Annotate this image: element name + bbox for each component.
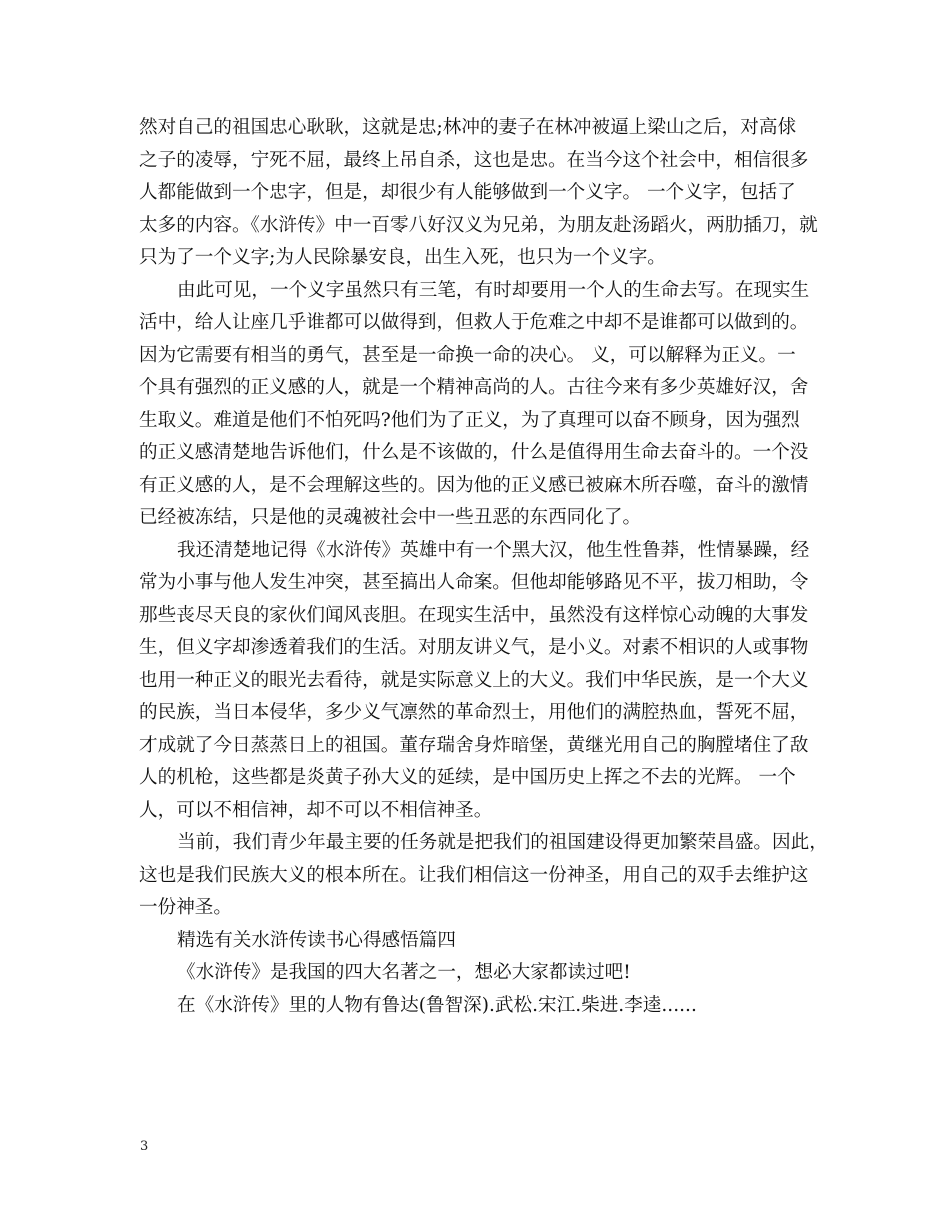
text-line: 生取义。难道是他们不怕死吗?他们为了正义，为了真理可以奋不顾身，因为强烈 [139,409,800,431]
body-text [139,112,829,1022]
text-line: 也用一种正义的眼光去看待，就是实际意义上的大义。我们中华民族，是一个大义 [139,669,809,691]
text-line: 人的机枪，这些都是炎黄子孙大义的延续，是中国历史上挥之不去的光辉。 一个 [139,767,796,788]
text-line: 人，可以不相信神，却不可以不相信神圣。 [139,799,493,821]
text-line: 才成就了今日蒸蒸日上的祖国。董存瑞舍身炸暗堡，黄继光用自己的胸膛堵住了敌 [139,734,809,756]
text-line: 那些丧尽天良的家伙们闻风丧胆。在现实生活中，虽然没有这样惊心动魄的大事发 [139,604,809,626]
paragraph-first-line: 《水浒传》是我国的四大名著之一，想必大家都读过吧! [177,962,631,983]
paragraph-first-line: 由此可见，一个义字虽然只有三笔，有时却要用一个人的生命去写。在现实生 [177,279,810,301]
page-number: 3 [140,1139,149,1154]
text-line: 的正义感清楚地告诉他们，什么是不该做的，什么是值得用生命去奋斗的。一个没 [139,442,809,463]
text-line: 有正义感的人，是不会理解这些的。因为他的正义感已被麻木所吞噬，奋斗的激情 [139,474,809,496]
text-line: 个具有强烈的正义感的人，就是一个精神高尚的人。古往今来有多少英雄好汉，舍 [139,377,809,398]
text-line: 一份神圣。 [139,897,232,918]
text-line: 因为它需要有相当的勇气，甚至是一命换一命的决心。 义，可以解释为正义。一 [139,344,796,366]
paragraph-first-line: 在《水浒传》里的人物有鲁达(鲁智深).武松.宋江.柴进.李逵...... [177,994,697,1016]
text-line: 然对自己的祖国忠心耿耿，这就是忠;林冲的妻子在林冲被逼上梁山之后，对高俅 [139,117,797,138]
text-line: 这也是我们民族大义的根本所在。让我们相信这一份神圣，用自己的双手去维护这 [139,864,809,886]
text-line: 只为了一个义字;为人民除暴安良，出生入死，也只为一个义字。 [139,247,666,268]
text-line: 之子的凌辱，宁死不屈，最终上吊自杀，这也是忠。在当今这个社会中，相信很多 [139,149,809,171]
section-heading: 精选有关水浒传读书心得感悟篇四 [177,929,456,951]
paragraph-first-line: 我还清楚地记得《水浒传》英雄中有一个黑大汉，他生性鲁莽，性情暴躁，经 [177,539,810,561]
text-line: 常为小事与他人发生冲突，甚至搞出人命案。但他却能够路见不平，拔刀相助，令 [139,572,809,593]
paragraph-first-line: 当前，我们青少年最主要的任务就是把我们的祖国建设得更加繁荣昌盛。因此， [177,832,828,853]
text-line: 已经被冻结，只是他的灵魂被社会中一些丑恶的东西同化了。 [139,507,642,528]
text-line: 太多的内容。《水浒传》中一百零八好汉义为兄弟，为朋友赴汤蹈火，两肋插刀，就 [139,214,818,236]
text-line: 生，但义字却渗透着我们的生活。对朋友讲义气，是小义。对素不相识的人或事物 [139,637,809,658]
text-line: 活中，给人让座几乎谁都可以做得到，但救人于危难之中却不是谁都可以做到的。 [139,312,809,333]
text-line: 的民族，当日本侵华，多少义气凛然的革命烈士，用他们的满腔热血，誓死不屈， [139,702,809,723]
text-line: 人都能做到一个忠字，但是，却很少有人能够做到一个义字。 一个义字，包括了 [139,182,796,203]
